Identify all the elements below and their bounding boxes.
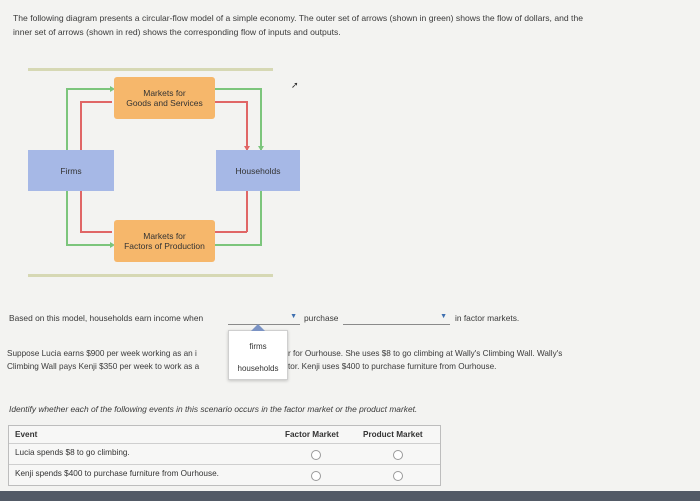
market-classification-table — [8, 425, 441, 486]
goods-market-label-2: Goods and Services — [126, 98, 203, 108]
red-flow-right-top — [246, 101, 248, 150]
households-box — [216, 150, 300, 191]
scenario-line-2a: Climbing Wall pays Kenji $350 per week to work as a — [7, 362, 200, 371]
question-identify: Identify whether each of the following events in this scenario occurs in the factor market or the product market. — [9, 404, 418, 414]
firms-box — [28, 150, 114, 191]
event-label: Lucia spends $8 to go climbing. — [15, 448, 130, 457]
firms-label: Firms — [60, 165, 82, 176]
green-flow-right-bottom — [260, 191, 262, 246]
dropdown-options-popup — [228, 330, 288, 380]
green-flow-bottom-right — [215, 244, 262, 246]
product-market-radio[interactable] — [393, 471, 403, 481]
table-row — [9, 443, 440, 464]
red-flow-bottom-left — [80, 231, 112, 233]
divider-bottom — [28, 274, 273, 277]
green-flow-left-bottom — [66, 191, 68, 246]
goods-market-label-1: Markets for — [143, 88, 186, 98]
red-flow-left-bottom — [80, 191, 82, 232]
bottom-bar — [0, 491, 700, 501]
header-factor-market: Factor Market — [285, 430, 339, 439]
red-flow-bottom-right — [215, 231, 247, 233]
dropdown-caret-icon: ▼ — [290, 313, 297, 320]
event-label: Kenji spends $400 to purchase furniture from Ourhouse. — [15, 469, 219, 478]
green-flow-top-right — [215, 88, 262, 90]
header-event: Event — [15, 430, 38, 439]
divider-top — [28, 68, 273, 71]
header-product-market: Product Market — [363, 430, 423, 439]
scenario-line-1b: r for Ourhouse. She uses $8 to go climbing at Wally's Climbing Wall. Wally's — [288, 349, 563, 358]
green-flow-top-left — [66, 88, 112, 90]
table-header-row — [9, 426, 440, 443]
table-row — [9, 464, 440, 485]
factor-market-label-1: Markets for — [143, 231, 186, 241]
question-income-prefix: Based on this model, households earn income when — [9, 313, 204, 323]
scenario-line-1a: Suppose Lucia earns $900 per week working as an i — [7, 349, 197, 358]
factors-production-market-box — [114, 220, 215, 262]
scenario-line-2b: tor. Kenji uses $400 to purchase furniture from Ourhouse. — [288, 362, 497, 371]
dropdown-option-firms[interactable]: firms — [249, 342, 267, 351]
goods-services-market-box — [114, 77, 215, 119]
question-income-suffix: in factor markets. — [455, 313, 520, 323]
product-market-radio[interactable] — [393, 450, 403, 460]
intro-line-1: The following diagram presents a circular-flow model of a simple economy. The outer set of arrows (shown in green) shows the flow of dollars, and the — [13, 13, 584, 23]
red-flow-right-bottom — [246, 191, 248, 232]
dropdown-caret-icon: ▼ — [440, 313, 447, 320]
households-label: Households — [235, 165, 281, 176]
red-flow-top-right — [215, 101, 247, 103]
red-flow-left-top — [80, 101, 82, 151]
dropdown-option-households[interactable]: households — [237, 364, 279, 373]
factor-market-radio[interactable] — [311, 471, 321, 481]
popup-pointer — [251, 324, 265, 331]
green-flow-left-top — [66, 88, 68, 151]
green-flow-right-top — [260, 88, 262, 150]
factor-market-label-2: Factors of Production — [124, 241, 205, 251]
red-flow-top-left — [80, 101, 112, 103]
purchase-object-dropdown[interactable] — [343, 312, 450, 325]
intro-line-2: inner set of arrows (shown in red) shows the corresponding flow of inputs and outputs. — [13, 27, 341, 37]
question-income-middle: purchase — [304, 313, 339, 323]
cursor-icon: ➚ — [291, 80, 299, 90]
green-flow-bottom-left — [66, 244, 112, 246]
factor-market-radio[interactable] — [311, 450, 321, 460]
intro-text — [13, 11, 683, 39]
